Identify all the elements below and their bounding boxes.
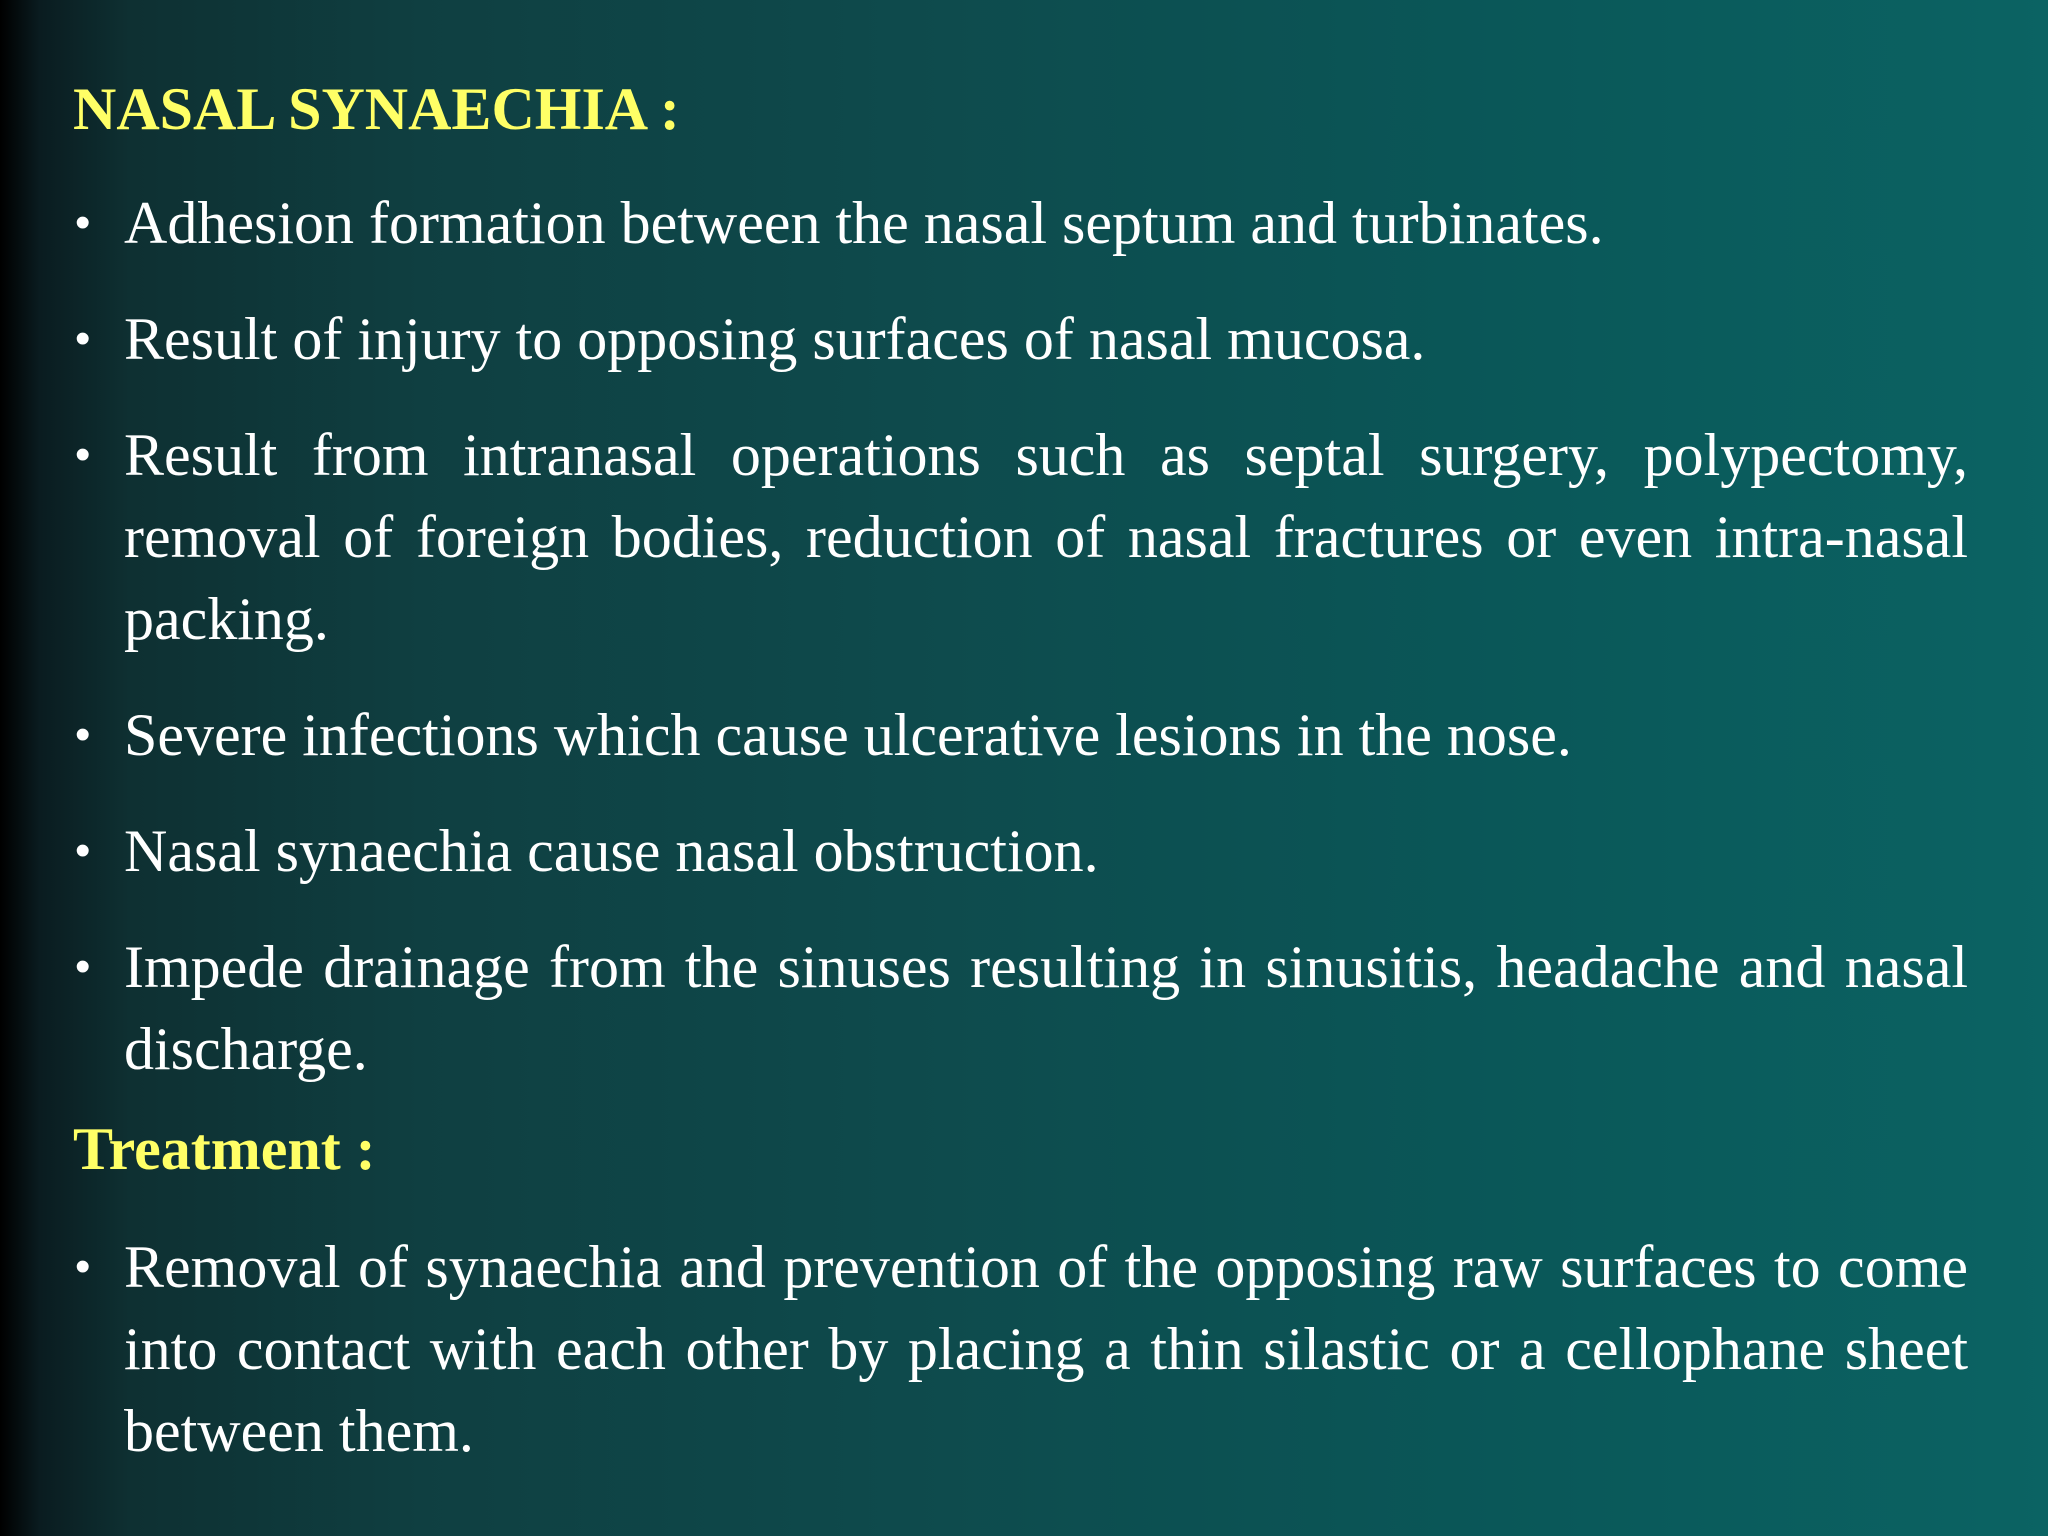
bullet-text: Result of injury to opposing surfaces of nasal mucosa. [124, 306, 1426, 372]
slide-heading: NASAL SYNAECHIA : [73, 76, 680, 142]
bullet-dot-icon: • [75, 1242, 91, 1291]
treatment-bullet-item [73, 1226, 1968, 1472]
bullet-text: Severe infections which cause ulcerative lesions in the nose. [124, 702, 1572, 768]
bullet-item [73, 414, 1968, 660]
bullet-dot-icon: • [75, 314, 91, 363]
treatment-heading: Treatment : [73, 1116, 376, 1182]
bullet-dot-icon: • [75, 198, 91, 247]
bullet-dot-icon: • [75, 430, 91, 479]
bullet-list [73, 182, 1968, 1090]
bullet-item [73, 182, 1968, 264]
bullet-text: Adhesion formation between the nasal septum and turbinates. [124, 190, 1604, 256]
bullet-item [73, 694, 1968, 776]
bullet-dot-icon: • [75, 826, 91, 875]
bullet-item [73, 810, 1968, 892]
treatment-bullet-list [73, 1226, 1968, 1472]
bullet-item [73, 926, 1968, 1090]
bullet-text: Result from intranasal operations such as septal surgery, polypectomy, removal of foreign bodies, reduction of nasal fractures or even intra-nasal packing. [124, 422, 1968, 652]
bullet-item [73, 298, 1968, 380]
bullet-dot-icon: • [75, 942, 91, 991]
bullet-text: Removal of synaechia and prevention of the opposing raw surfaces to come into contact with each other by placing a thin silastic or a cellophane sheet between them. [124, 1234, 1968, 1464]
slide-content [73, 72, 1968, 1472]
bullet-dot-icon: • [75, 710, 91, 759]
bullet-text: Nasal synaechia cause nasal obstruction. [124, 818, 1099, 884]
bullet-text: Impede drainage from the sinuses resulting in sinusitis, headache and nasal discharge. [124, 934, 1968, 1082]
